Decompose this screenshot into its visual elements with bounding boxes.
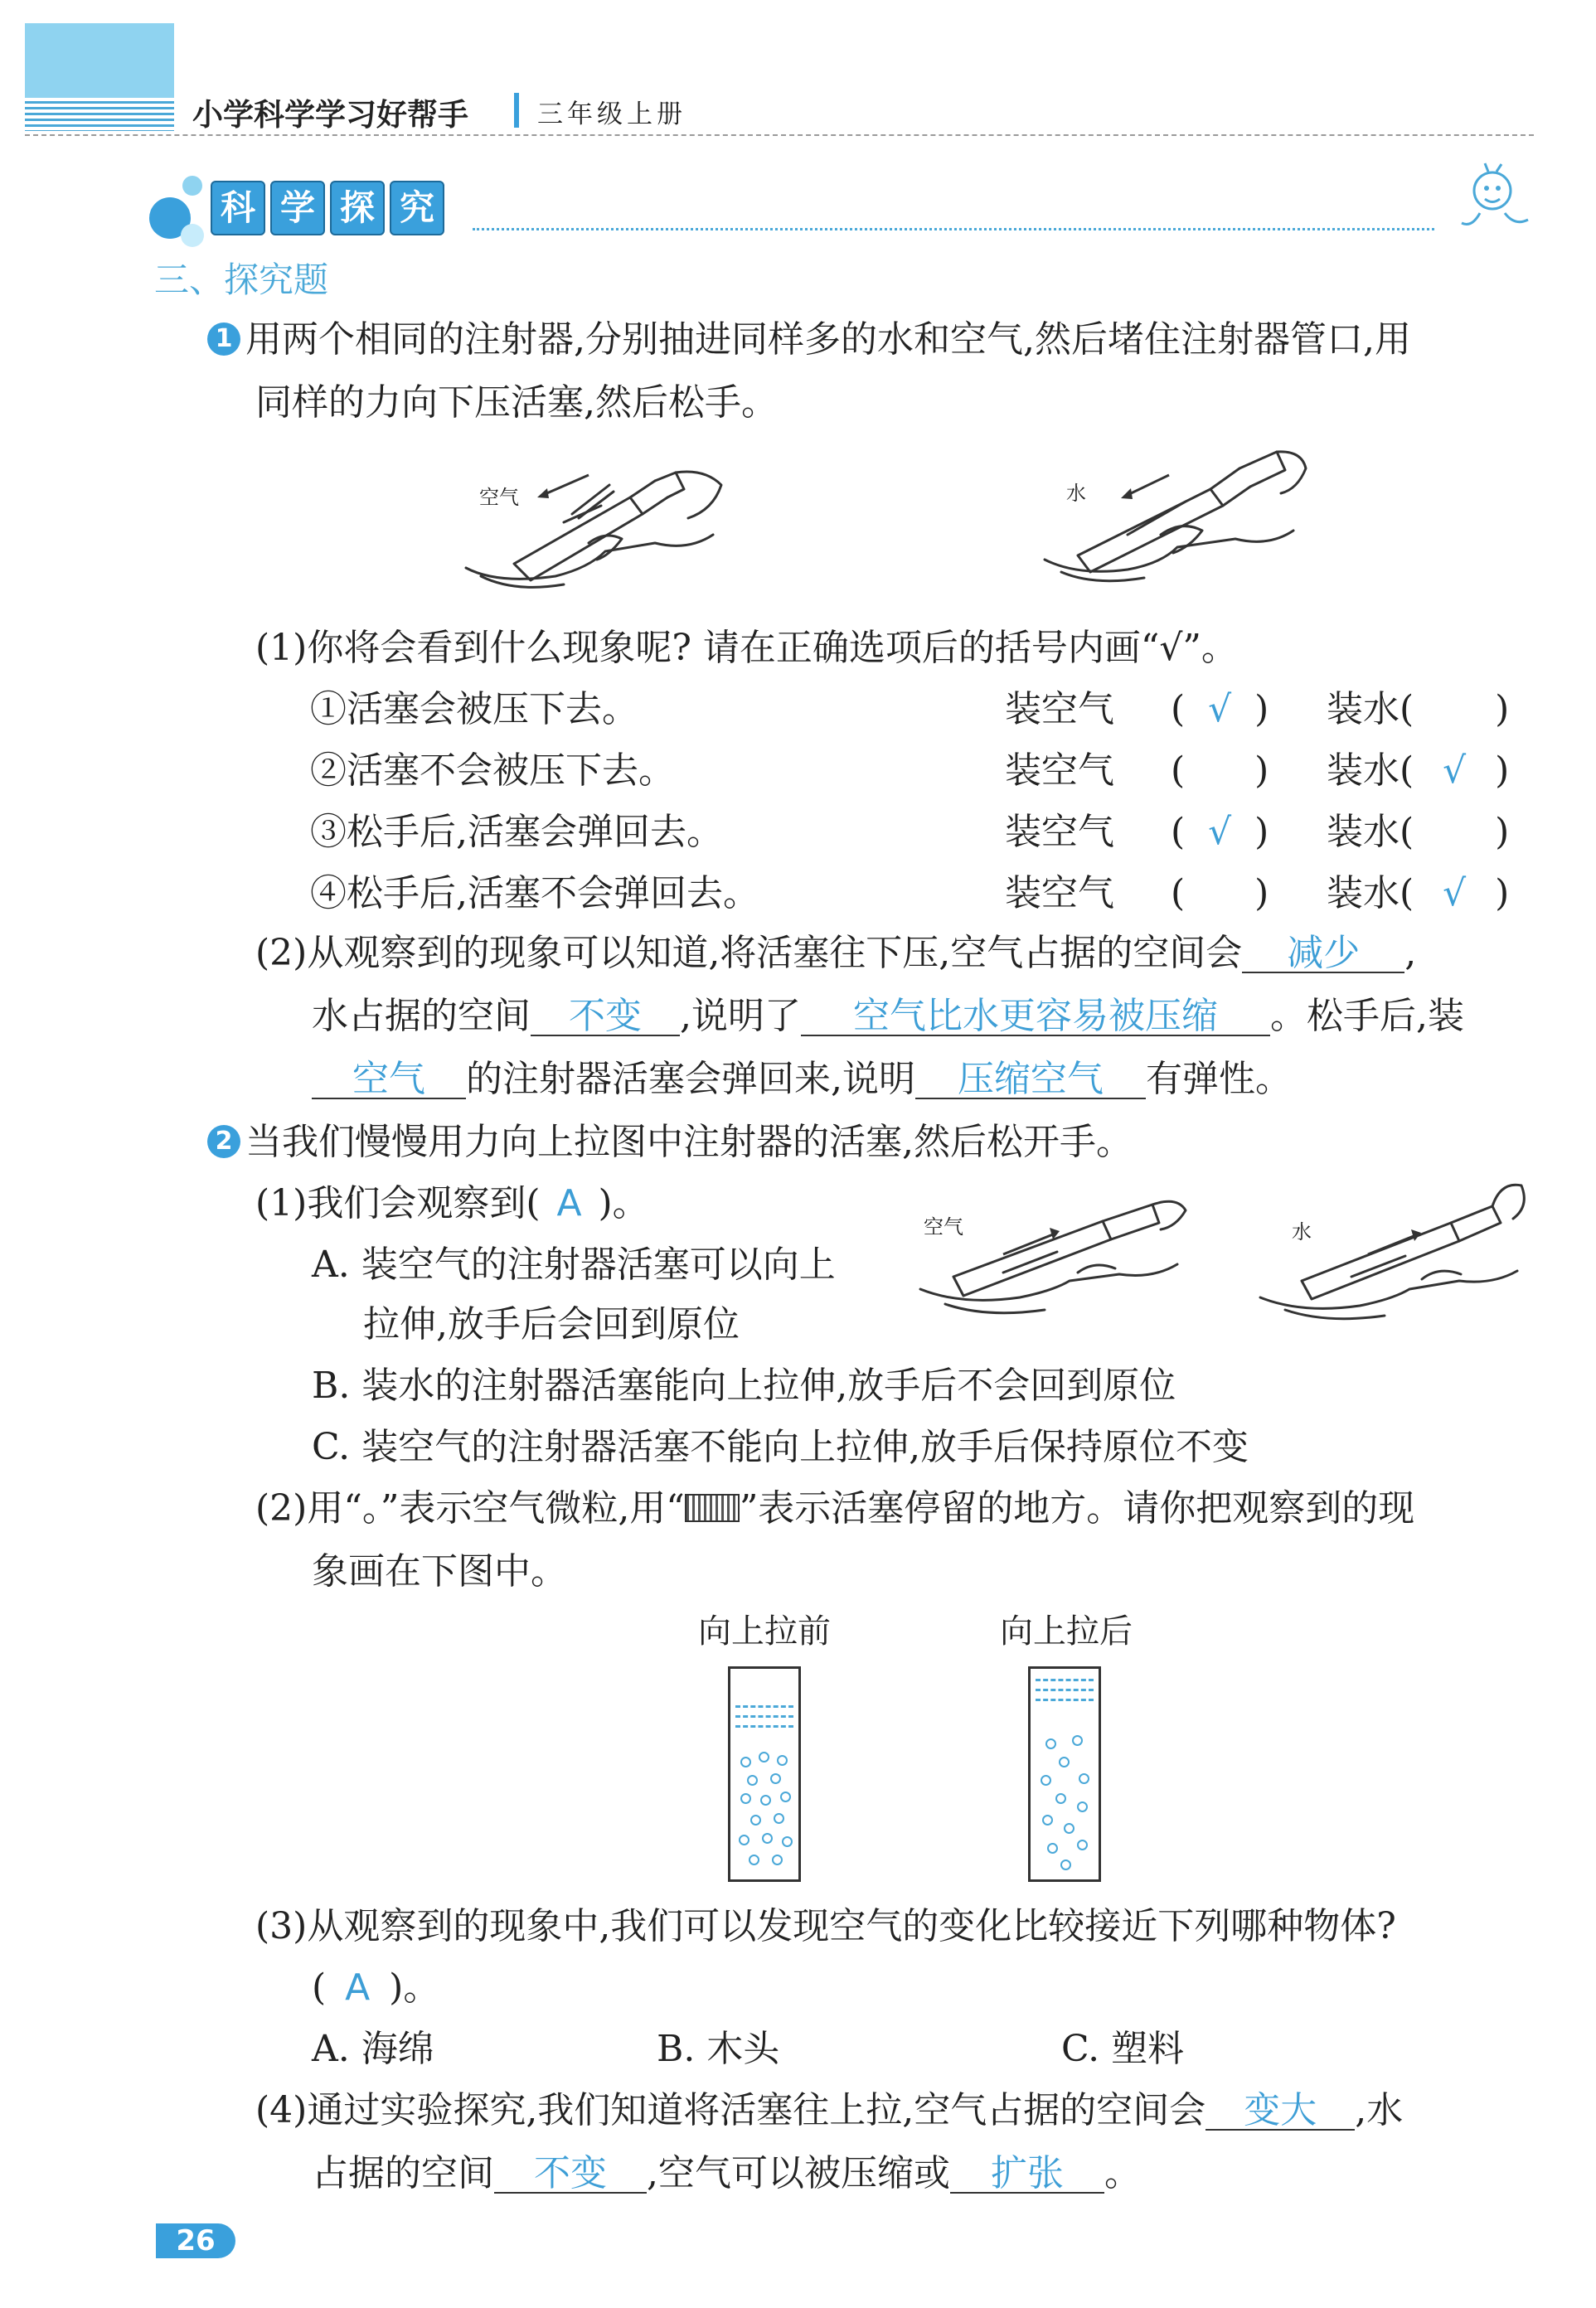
tube-before-label: 向上拉前 [698, 1612, 831, 1651]
badge-dotted-rule [473, 228, 1434, 230]
q2-part1-prompt: (1)我们会观察到( A )。 [255, 1179, 649, 1229]
q1-option-2-water-bracket: ( √ ) [1400, 749, 1510, 792]
badge-char-3: 探 [330, 181, 385, 235]
air-particle [772, 1855, 783, 1865]
q2-part1-answer: A [556, 1182, 582, 1224]
air-particle [1064, 1823, 1075, 1834]
page-number: 26 [156, 2223, 235, 2258]
badge-dot-mid [181, 224, 204, 247]
q2-syringe-air-illustration [912, 1181, 1194, 1331]
q1-option-1-air-label: 装空气 [1005, 688, 1114, 730]
q2-part3-prompt: (3)从观察到的现象中,我们可以发现空气的变化比较接近下列哪种物体? [255, 1905, 1396, 1947]
piston-line [735, 1715, 793, 1718]
air-particle [760, 1795, 771, 1806]
q1-text-line2: 同样的力向下压活塞,然后松手。 [255, 381, 778, 424]
q1-option-4-water-label: 装水 [1327, 872, 1400, 914]
air-particle [1047, 1843, 1058, 1854]
q2-option-c: C. 装空气的注射器活塞不能向上拉伸,放手后保持原位不变 [312, 1426, 1249, 1468]
header-grade: 三年级上册 [537, 99, 686, 129]
q2-option-a-line2: 拉伸,放手后会回到原位 [363, 1303, 740, 1346]
air-particle [1042, 1815, 1053, 1826]
piston-line [735, 1725, 793, 1728]
q1-option-3-air-label: 装空气 [1005, 811, 1114, 853]
q2-label-air: 空气 [924, 1215, 963, 1239]
air-particle [747, 1775, 758, 1786]
air-particle [1045, 1738, 1056, 1749]
q2-part4-line2: 占据的空间 不变 ,空气可以被压缩或 扩张 。 [312, 2149, 1141, 2199]
q1-option-3-air-bracket: ( √ ) [1171, 811, 1269, 853]
q2-part3-answer: A [345, 1966, 371, 2009]
particle-symbol: 。 [361, 1487, 381, 1530]
air-particle [740, 1757, 751, 1767]
q2-option-b: B. 装水的注射器活塞能向上拉伸,放手后不会回到原位 [312, 1365, 1176, 1407]
mascot-icon [1455, 162, 1534, 236]
air-particle [1041, 1775, 1051, 1786]
air-particle [739, 1835, 749, 1845]
q1-option-2-text: ②活塞不会被压下去。 [310, 749, 675, 792]
q1-answer-1: 减少 [1242, 929, 1404, 973]
q2-part3-option-c: C. 塑料 [1061, 2028, 1185, 2070]
badge-char-2: 学 [270, 181, 325, 235]
air-particle [774, 1813, 784, 1824]
air-particle [759, 1752, 769, 1763]
q2-part2-line1: (2)用“。”表示空气微粒,用“ ”表示活塞停留的地方。请你把观察到的现 [255, 1487, 1415, 1530]
badge-char-4: 究 [390, 181, 444, 235]
q1-option-1-water-label: 装水 [1327, 688, 1400, 730]
q2-text: 2 当我们慢慢用力向上拉图中注射器的活塞,然后松开手。 [207, 1118, 1133, 1167]
air-particle [780, 1792, 791, 1802]
q1-part2-line2: 水占据的空间 不变 ,说明了 空气比水更容易被压缩 。松手后,装 [312, 992, 1464, 1041]
q1-option-1-text: ①活塞会被压下去。 [310, 688, 638, 730]
q1-part2-line1: (2)从观察到的现象可以知道,将活塞往下压,空气占据的空间会 减少 , [255, 929, 1416, 978]
q2-label-water: 水 [1292, 1220, 1312, 1244]
air-particle [777, 1755, 788, 1766]
q1-option-4-water-bracket: ( √ ) [1400, 872, 1510, 914]
q1-option-2-air-label: 装空气 [1005, 749, 1114, 792]
section-heading: 三、探究题 [154, 259, 329, 300]
piston-line [1036, 1699, 1094, 1701]
q2-part2-line2: 象画在下图中。 [312, 1550, 567, 1593]
q1-option-4-air-bracket: ( ) [1171, 872, 1269, 914]
q2-answer-3: 扩张 [950, 2149, 1104, 2194]
q1-option-2-air-bracket: ( ) [1171, 749, 1269, 792]
tube-after-label: 向上拉后 [1000, 1612, 1133, 1651]
piston-line [735, 1705, 793, 1708]
piston-line [1036, 1679, 1094, 1681]
air-particle [1055, 1793, 1066, 1804]
q2-answer-1: 变大 [1205, 2086, 1355, 2131]
air-particle [1079, 1773, 1089, 1784]
air-particle [762, 1833, 773, 1844]
q2-part3-answer-line: ( A )。 [312, 1963, 439, 2013]
q1-option-1-air-bracket: ( √ ) [1171, 688, 1269, 730]
q2-option-a-line1: A. 装空气的注射器活塞可以向上 [312, 1244, 836, 1286]
air-particle [1077, 1801, 1088, 1812]
air-particle [1077, 1840, 1088, 1850]
q1-answer-5: 压缩空气 [915, 1055, 1146, 1099]
q2-part3-option-a: A. 海绵 [312, 2028, 434, 2070]
q1-answer-3: 空气比水更容易被压缩 [801, 992, 1270, 1036]
q1-part2-line3: 空气 的注射器活塞会弹回来,说明 压缩空气 有弹性。 [312, 1055, 1292, 1104]
q1-option-3-water-label: 装水 [1327, 811, 1400, 853]
section-badge [149, 172, 481, 239]
air-particle [1060, 1859, 1071, 1870]
piston-symbol-icon [685, 1494, 740, 1522]
air-particle [1072, 1735, 1083, 1746]
badge-char-1: 科 [211, 181, 265, 235]
air-particle [770, 1773, 781, 1784]
q1-label-water: 水 [1066, 482, 1086, 505]
badge-dot-small [182, 176, 202, 196]
header-rule [25, 134, 1534, 136]
q1-syringe-air-illustration [464, 452, 730, 601]
header-divider [514, 93, 519, 128]
q1-option-4-text: ④松手后,活塞不会弹回去。 [310, 872, 759, 914]
air-particle [1059, 1757, 1070, 1767]
q1-label-air: 空气 [479, 486, 519, 509]
q1-part1-prompt: (1)你将会看到什么现象呢? 请在正确选项后的括号内画“√”。 [255, 627, 1238, 669]
q1-option-2-water-label: 装水 [1327, 749, 1400, 792]
q2-syringe-water-illustration [1252, 1173, 1534, 1339]
q2-answer-2: 不变 [494, 2149, 647, 2194]
q1-option-3-water-bracket: ( ) [1400, 811, 1510, 853]
air-particle [740, 1793, 751, 1804]
header-stripes [25, 98, 174, 131]
q1-text-line1: 1 用两个相同的注射器,分别抽进同样多的水和空气,然后堵住注射器管口,用 [207, 315, 1411, 365]
air-particle [749, 1855, 759, 1865]
q2-part3-option-b: B. 木头 [657, 2028, 780, 2070]
q1-option-1-water-bracket: ( ) [1400, 688, 1510, 730]
q1-syringe-water-illustration [1036, 444, 1310, 601]
header-book-title: 小学科学学习好帮手 [192, 97, 468, 133]
q1-option-4-air-label: 装空气 [1005, 872, 1114, 914]
q1-answer-4: 空气 [312, 1055, 466, 1099]
tube-after [1028, 1666, 1101, 1882]
air-particle [782, 1836, 793, 1847]
q2-number: 2 [207, 1125, 240, 1158]
q1-number: 1 [207, 322, 240, 356]
q1-option-3-text: ③松手后,活塞会弹回去。 [310, 811, 723, 853]
piston-line [1036, 1689, 1094, 1691]
air-particle [750, 1815, 761, 1826]
tube-before [728, 1666, 801, 1882]
q2-part4-line1: (4)通过实验探究,我们知道将活塞往上拉,空气占据的空间会 变大 ,水 [255, 2086, 1403, 2136]
q1-answer-2: 不变 [531, 992, 680, 1036]
